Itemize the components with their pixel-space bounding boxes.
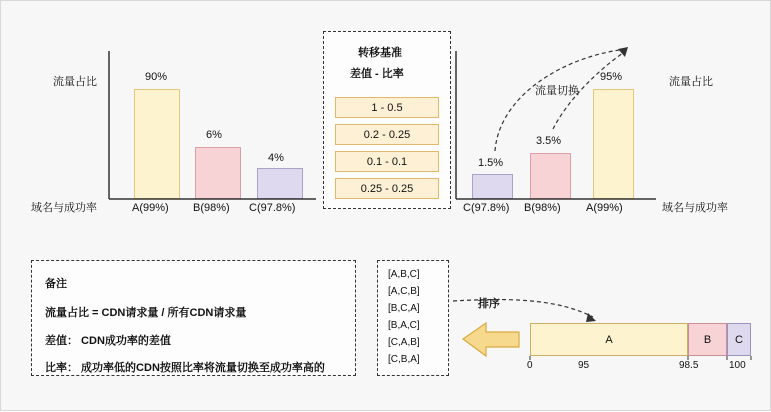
range-bar-ticks	[530, 356, 751, 360]
range-segment-a: A	[530, 323, 688, 356]
right-bar-a-label: A(99%)	[586, 202, 623, 214]
left-bar-c-label: C(97.8%)	[249, 202, 296, 214]
sort-arrow-icon	[463, 323, 519, 356]
left-bar-c-value: 4%	[268, 152, 284, 164]
permutations-to-range-connector	[453, 300, 596, 322]
right-bar-b-value: 3.5%	[536, 135, 562, 147]
baseline-row-3: 0.1 - 0.1	[335, 151, 439, 172]
transfer-baseline-title-1: 转移基准	[358, 47, 402, 59]
permutation-item: [A,C,B]	[388, 286, 420, 297]
notes-title: 备注	[45, 278, 67, 290]
permutation-item: [B,C,A]	[388, 303, 420, 314]
notes-line-2: 差值： CDN成功率的差值	[45, 335, 171, 347]
left-bar-c	[257, 168, 303, 199]
right-bar-a	[593, 89, 634, 199]
range-tick-2: 98.5	[679, 360, 699, 371]
range-segment-b: B	[688, 323, 727, 356]
left-bar-a-value: 90%	[145, 71, 168, 83]
left-bar-a-label: A(99%)	[132, 202, 169, 214]
range-tick-1: 95	[578, 360, 590, 371]
baseline-row-2: 0.2 - 0.25	[335, 124, 439, 145]
traffic-switch-annotation: 流量切换	[535, 85, 579, 97]
permutation-item: [A,B,C]	[388, 269, 420, 280]
left-chart-y-axis-label: 流量占比	[53, 76, 97, 88]
left-bar-b	[195, 147, 241, 199]
range-segment-c: C	[727, 323, 751, 356]
sort-label: 排序	[478, 298, 500, 310]
right-chart-y-axis-label: 流量占比	[669, 76, 713, 88]
left-bar-b-value: 6%	[206, 129, 222, 141]
left-chart-x-axis-label: 域名与成功率	[31, 202, 97, 214]
range-tick-3: 100	[729, 360, 746, 371]
left-bar-a	[134, 89, 180, 199]
right-bar-b	[530, 153, 571, 199]
notes-line-3: 比率： 成功率低的CDN按照比率将流量切换至成功率高的	[45, 362, 325, 374]
range-tick-0: 0	[527, 360, 533, 371]
right-bar-b-label: B(98%)	[524, 202, 561, 214]
notes-line-1: 流量占比 = CDN请求量 / 所有CDN请求量	[45, 307, 247, 319]
right-chart-x-axis-label: 域名与成功率	[662, 202, 728, 214]
transfer-baseline-title-2: 差值 - 比率	[350, 68, 404, 80]
permutation-item: [C,A,B]	[388, 337, 420, 348]
right-bar-a-value: 95%	[600, 71, 623, 83]
baseline-row-1: 1 - 0.5	[335, 97, 439, 118]
right-bar-c-label: C(97.8%)	[463, 202, 510, 214]
left-bar-b-label: B(98%)	[193, 202, 230, 214]
permutation-item: [B,A,C]	[388, 320, 420, 331]
right-bar-c-value: 1.5%	[478, 157, 504, 169]
right-bar-c	[472, 174, 513, 199]
baseline-row-4: 0.25 - 0.25	[335, 178, 439, 199]
permutation-item: [C,B,A]	[388, 354, 420, 365]
